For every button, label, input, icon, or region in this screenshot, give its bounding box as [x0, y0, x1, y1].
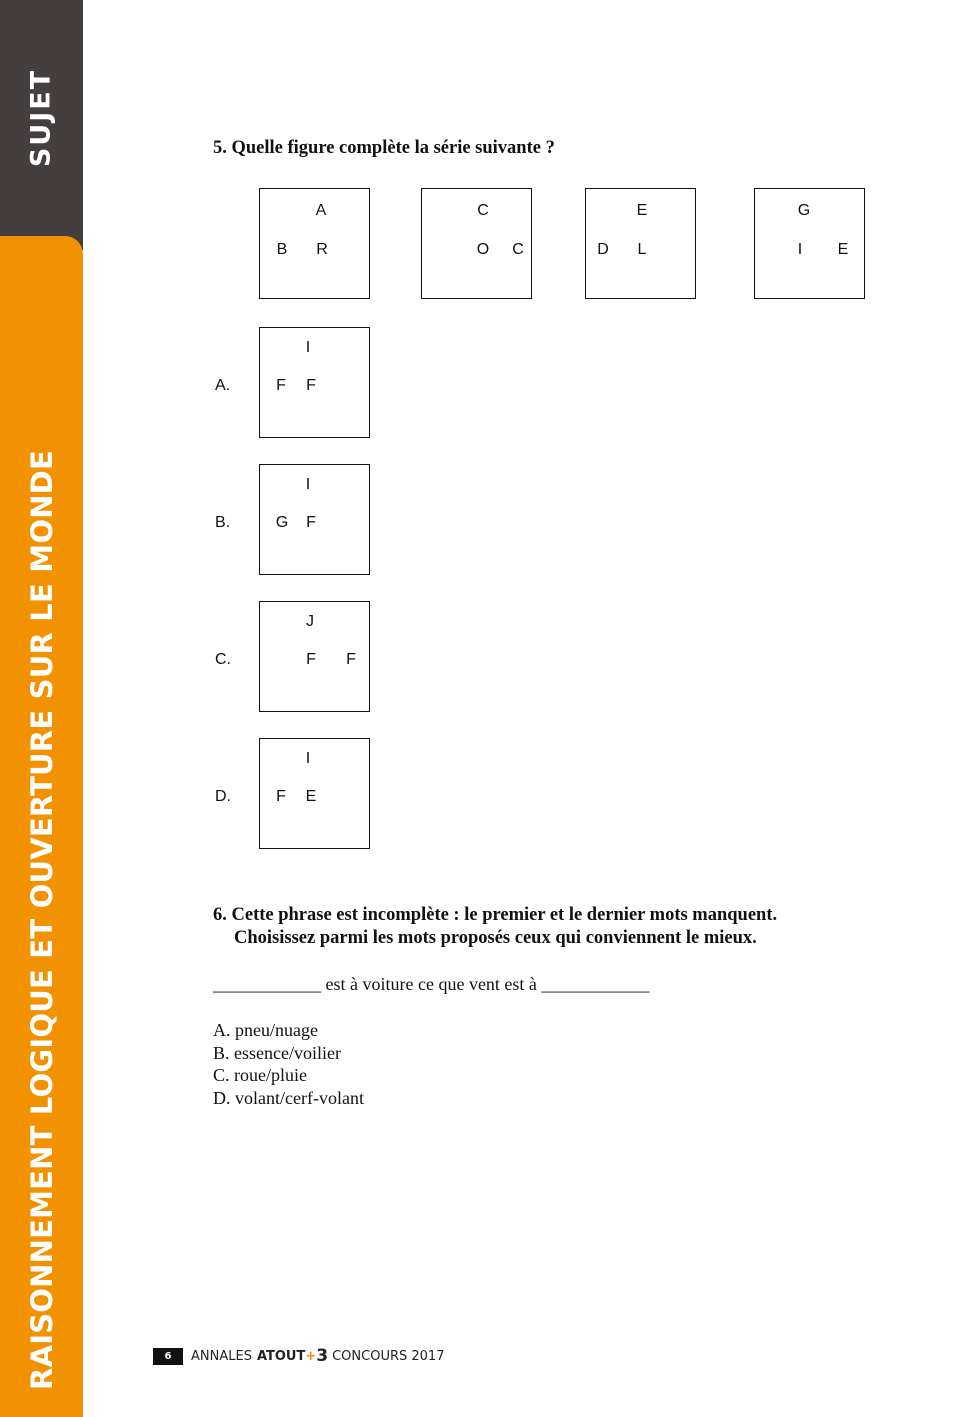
figure-right-letter: F	[306, 514, 316, 531]
figure-right-letter: L	[637, 241, 647, 258]
figure-top-letter: J	[306, 613, 314, 630]
answer-d[interactable]: D. volant/cerf-volant	[213, 1087, 364, 1108]
figure-top-letter: I	[305, 339, 311, 356]
figure-left-letter: F	[276, 788, 286, 805]
option-c-figure[interactable]	[259, 601, 370, 712]
answer-a[interactable]: A. pneu/nuage	[213, 1020, 318, 1040]
brand-name: ATOUT	[256, 1348, 306, 1364]
question-6-instruction: Choisissez parmi les mots proposés ceux qui conviennent le mieux.	[234, 928, 757, 948]
question-5-title: 5. Quelle figure complète la série suivante ?	[213, 138, 555, 158]
option-b-figure[interactable]	[259, 464, 370, 575]
figure-left-letter: B	[276, 241, 288, 258]
figure-top-letter: A	[315, 202, 327, 219]
figure-left-letter: D	[597, 241, 609, 258]
figure-left-letter: I	[797, 241, 803, 258]
page-footer	[153, 1346, 444, 1366]
figure-right-letter: E	[305, 788, 317, 805]
figure-top-letter: I	[305, 476, 311, 493]
footer-prefix: ANNALES	[191, 1348, 252, 1364]
question-6-sentence: ____________ est à voiture ce que vent est à ____________	[213, 974, 650, 994]
answer-b[interactable]: B. essence/voilier	[213, 1042, 341, 1063]
figure-left-letter: G	[275, 514, 289, 531]
option-d-figure[interactable]	[259, 738, 370, 849]
figure-top-letter: G	[797, 202, 811, 219]
series-figure-2	[421, 188, 532, 299]
answer-c[interactable]: C. roue/pluie	[213, 1065, 307, 1085]
figure-left-letter: F	[306, 651, 316, 668]
figure-top-letter: C	[477, 202, 489, 219]
page-number: 6	[153, 1348, 183, 1365]
footer-suffix: CONCOURS 2017	[332, 1348, 445, 1364]
sidebar-title: RAISONNEMENT LOGIQUE ET OUVERTURE SUR LE MONDE	[25, 450, 59, 1390]
option-b-label: B.	[215, 514, 231, 531]
figure-left-letter: O	[476, 241, 490, 258]
figure-right-letter: E	[837, 241, 849, 258]
series-figure-4	[754, 188, 865, 299]
brand-three: 3	[316, 1346, 329, 1366]
option-c-label: C.	[215, 651, 231, 668]
series-figure-1	[259, 188, 370, 299]
figure-top-letter: I	[305, 750, 311, 767]
option-d-label: D.	[215, 788, 231, 805]
sidebar-tag: SUJET	[25, 68, 57, 168]
series-figure-3	[585, 188, 696, 299]
figure-left-letter: F	[276, 377, 286, 394]
option-a-label: A.	[215, 377, 231, 394]
question-6-answers	[213, 1019, 364, 1109]
figure-right-letter: F	[346, 651, 356, 668]
figure-top-letter: E	[636, 202, 648, 219]
option-a-figure[interactable]	[259, 327, 370, 438]
figure-right-letter: R	[316, 241, 328, 258]
question-6-title: 6. Cette phrase est incomplète : le premier et le dernier mots manquent.	[213, 905, 778, 925]
figure-right-letter: F	[306, 377, 316, 394]
brand-plus: +	[305, 1348, 317, 1364]
figure-right-letter: C	[512, 241, 524, 258]
